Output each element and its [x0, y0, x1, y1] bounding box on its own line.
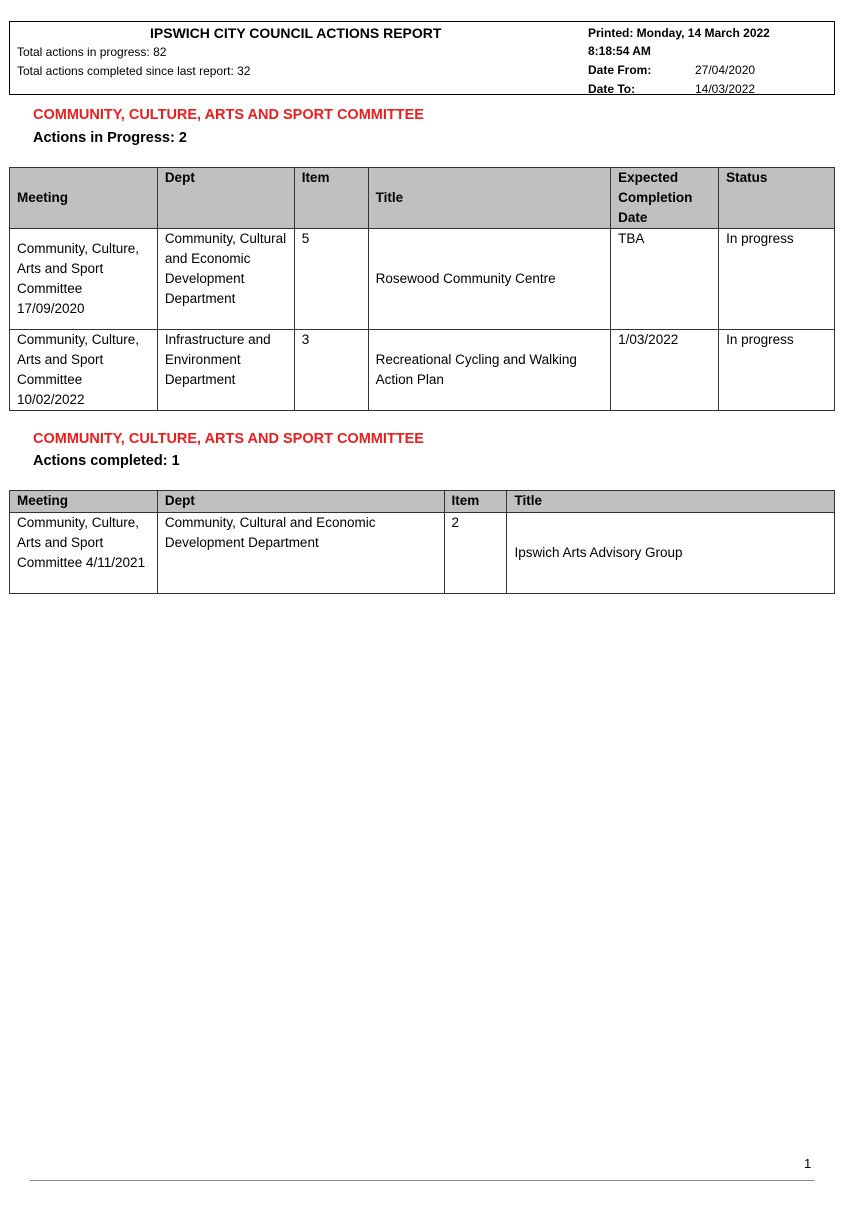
date-from-label: Date From:	[588, 63, 652, 77]
dept-cell: Community, Cultural and Economic Development Department	[157, 229, 294, 330]
col-dept: Dept	[157, 168, 294, 229]
meeting-cell: Community, Culture, Arts and Sport Committee 4/11/2021	[10, 513, 158, 594]
title-cell: Ipswich Arts Advisory Group	[507, 513, 835, 594]
col-dept: Dept	[157, 491, 444, 513]
col-meeting: Meeting	[10, 491, 158, 513]
footer-divider	[30, 1180, 814, 1181]
table-row	[10, 330, 835, 411]
printed-time: 8:18:54 AM	[588, 44, 651, 58]
report-title: IPSWICH CITY COUNCIL ACTIONS REPORT	[150, 25, 442, 41]
completed-committee-heading: COMMUNITY, CULTURE, ARTS AND SPORT COMMITTEE	[33, 431, 424, 447]
dept-cell: Community, Cultural and Economic Development Department	[157, 513, 444, 594]
in-progress-count: Actions in Progress: 2	[33, 130, 187, 146]
table-header-row	[10, 168, 835, 229]
col-meeting: Meeting	[10, 168, 158, 229]
title-cell: Rosewood Community Centre	[368, 229, 611, 330]
col-status: Status	[719, 168, 835, 229]
in-progress-committee-heading: COMMUNITY, CULTURE, ARTS AND SPORT COMMITTEE	[33, 107, 424, 123]
title-cell: Recreational Cycling and Walking Action Plan	[368, 330, 611, 411]
meeting-cell: Community, Culture, Arts and Sport Committee 17/09/2020	[10, 229, 158, 330]
page-number: 1	[804, 1156, 812, 1171]
item-cell: 2	[444, 513, 507, 594]
date-to-label: Date To:	[588, 82, 636, 96]
status-cell: In progress	[719, 330, 835, 411]
col-item: Item	[444, 491, 507, 513]
item-cell: 3	[294, 330, 368, 411]
table-row	[10, 229, 835, 330]
completed-table	[9, 490, 835, 594]
dept-cell: Infrastructure and Environment Department	[157, 330, 294, 411]
item-cell: 5	[294, 229, 368, 330]
meeting-cell: Community, Culture, Arts and Sport Committee 10/02/2022	[10, 330, 158, 411]
printed-date: Printed: Monday, 14 March 2022	[588, 26, 770, 40]
col-title: Title	[507, 491, 835, 513]
completed-count: Actions completed: 1	[33, 453, 180, 469]
date-to-value: 14/03/2022	[695, 82, 756, 96]
table-row	[10, 513, 835, 594]
expected-cell: TBA	[611, 229, 719, 330]
col-title: Title	[368, 168, 611, 229]
total-completed: Total actions completed since last report: 32	[17, 64, 251, 78]
total-in-progress: Total actions in progress: 82	[17, 45, 167, 59]
expected-cell: 1/03/2022	[611, 330, 719, 411]
in-progress-table	[9, 167, 835, 411]
status-cell: In progress	[719, 229, 835, 330]
report-header	[9, 21, 835, 95]
table-header-row	[10, 491, 835, 513]
col-expected-completion: Expected Completion Date	[611, 168, 719, 229]
date-from-value: 27/04/2020	[695, 63, 756, 77]
col-item: Item	[294, 168, 368, 229]
